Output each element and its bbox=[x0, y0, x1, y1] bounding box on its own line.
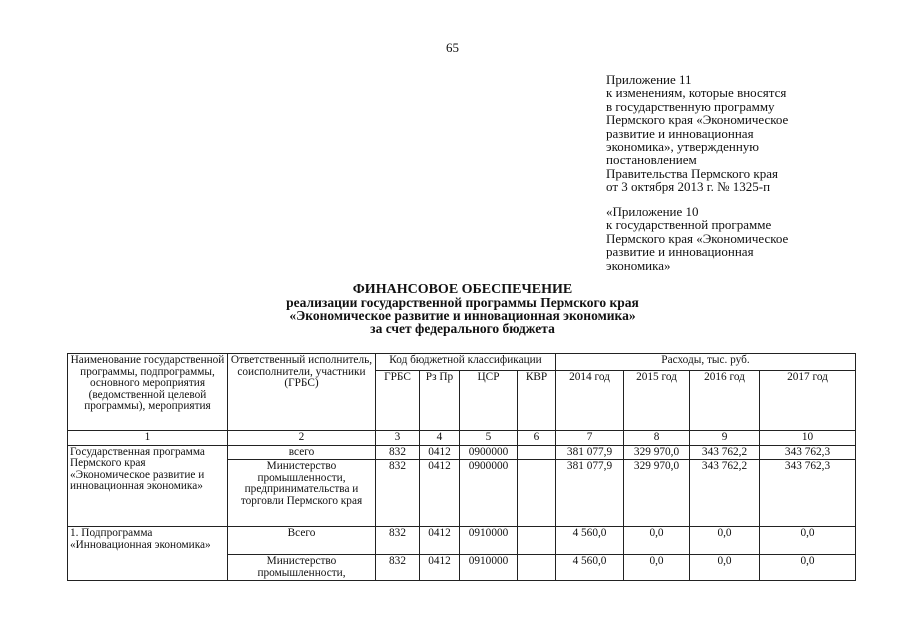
row-kvr bbox=[518, 460, 556, 527]
header-2015: 2015 год bbox=[624, 370, 690, 430]
header-rzpr: Рз Пр bbox=[420, 370, 460, 430]
row-executor: Министерство промышленности, bbox=[228, 555, 376, 581]
header-2014: 2014 год bbox=[556, 370, 624, 430]
row-grbs: 832 bbox=[376, 460, 420, 527]
column-number: 2 bbox=[228, 431, 376, 446]
column-number: 7 bbox=[556, 431, 624, 446]
appendix-block-2 bbox=[606, 205, 788, 272]
row-grbs: 832 bbox=[376, 445, 420, 460]
financing-table bbox=[67, 353, 856, 581]
column-number: 5 bbox=[460, 431, 518, 446]
header-name: Наименование государственной программы, подпрограммы, основного мероприятия (ведомственной целевой программы), мероприятия bbox=[68, 354, 228, 431]
appendix-line: экономика», утвержденную bbox=[606, 139, 760, 155]
row-2014: 4 560,0 bbox=[556, 555, 624, 581]
column-number: 9 bbox=[690, 431, 760, 446]
title-line-1: ФИНАНСОВОЕ ОБЕСПЕЧЕНИЕ bbox=[352, 282, 573, 297]
appendix-line: Приложение 11 bbox=[606, 72, 692, 87]
title-line-3: «Экономическое развитие и инновационная экономика» bbox=[289, 308, 636, 323]
appendix-line: Пермского края «Экономическое bbox=[606, 230, 789, 246]
row-rzpr: 0412 bbox=[420, 527, 460, 555]
row-rzpr: 0412 bbox=[420, 555, 460, 581]
row-2014: 4 560,0 bbox=[556, 527, 624, 555]
column-number: 10 bbox=[760, 431, 856, 446]
row-2016: 0,0 bbox=[690, 555, 760, 581]
header-kvr: КВР bbox=[518, 370, 556, 430]
table-row bbox=[68, 527, 856, 555]
row-2014: 381 077,9 bbox=[556, 445, 624, 460]
header-expenses: Расходы, тыс. руб. bbox=[556, 354, 856, 371]
column-number: 8 bbox=[624, 431, 690, 446]
table-row bbox=[68, 445, 856, 460]
row-2017: 343 762,3 bbox=[760, 445, 856, 460]
column-number: 1 bbox=[68, 431, 228, 446]
appendix-line: к государственной программе bbox=[606, 217, 772, 233]
row-grbs: 832 bbox=[376, 555, 420, 581]
row-2017: 0,0 bbox=[760, 527, 856, 555]
row-kvr bbox=[518, 445, 556, 460]
appendix-line: к изменениям, которые вносятся bbox=[606, 85, 787, 101]
header-csr: ЦСР bbox=[460, 370, 518, 430]
appendix-line: постановлением bbox=[606, 152, 697, 168]
row-2015: 329 970,0 bbox=[624, 445, 690, 460]
column-number-row bbox=[68, 431, 856, 446]
row-2015: 329 970,0 bbox=[624, 460, 690, 527]
row-2015: 0,0 bbox=[624, 527, 690, 555]
document-title bbox=[0, 283, 905, 335]
row-2016: 343 762,2 bbox=[690, 460, 760, 527]
row-csr: 0900000 bbox=[460, 445, 518, 460]
row-csr: 0910000 bbox=[460, 555, 518, 581]
row-kvr bbox=[518, 555, 556, 581]
row-2016: 0,0 bbox=[690, 527, 760, 555]
title-line-2: реализации государственной программы Пермского края bbox=[286, 295, 639, 310]
row-2014: 381 077,9 bbox=[556, 460, 624, 527]
row-2015: 0,0 bbox=[624, 555, 690, 581]
row-kvr bbox=[518, 527, 556, 555]
appendix-line: развитие и инновационная bbox=[606, 125, 754, 141]
row-2017: 0,0 bbox=[760, 555, 856, 581]
header-2016: 2016 год bbox=[690, 370, 760, 430]
appendix-block bbox=[606, 73, 788, 194]
appendix-line: Правительства Пермского края bbox=[606, 165, 778, 181]
header-budget-code: Код бюджетной классификации bbox=[376, 354, 556, 371]
row-rzpr: 0412 bbox=[420, 445, 460, 460]
row-csr: 0910000 bbox=[460, 527, 518, 555]
header-executor: Ответственный исполнитель, соисполнители, участники (ГРБС) bbox=[228, 354, 376, 431]
row-2017: 343 762,3 bbox=[760, 460, 856, 527]
row-executor: Всего bbox=[228, 527, 376, 555]
appendix-line: развитие и инновационная bbox=[606, 244, 754, 260]
row-2016: 343 762,2 bbox=[690, 445, 760, 460]
row-name: 1. Подпрограмма «Инновационная экономика» bbox=[68, 527, 228, 581]
row-name: Государственная программа Пермского края «Экономическое развитие и инновационная экономика» bbox=[68, 445, 228, 527]
row-executor: всего bbox=[228, 445, 376, 460]
row-csr: 0900000 bbox=[460, 460, 518, 527]
column-number: 6 bbox=[518, 431, 556, 446]
column-number: 4 bbox=[420, 431, 460, 446]
appendix-line: в государственную программу bbox=[606, 98, 775, 114]
row-rzpr: 0412 bbox=[420, 460, 460, 527]
title-line-4: за счет федерального бюджета bbox=[370, 321, 555, 336]
appendix-line: от 3 октября 2013 г. № 1325-п bbox=[606, 179, 771, 195]
appendix-line: Пермского края «Экономическое bbox=[606, 112, 789, 128]
row-grbs: 832 bbox=[376, 527, 420, 555]
appendix-line: экономика» bbox=[606, 257, 671, 273]
header-2017: 2017 год bbox=[760, 370, 856, 430]
header-row-1 bbox=[68, 354, 856, 371]
page-number: 65 bbox=[446, 40, 459, 55]
row-executor: Министерство промышленности, предпринимательства и торговли Пермского края bbox=[228, 460, 376, 527]
column-number: 3 bbox=[376, 431, 420, 446]
header-grbs: ГРБС bbox=[376, 370, 420, 430]
appendix-line: «Приложение 10 bbox=[606, 204, 699, 219]
